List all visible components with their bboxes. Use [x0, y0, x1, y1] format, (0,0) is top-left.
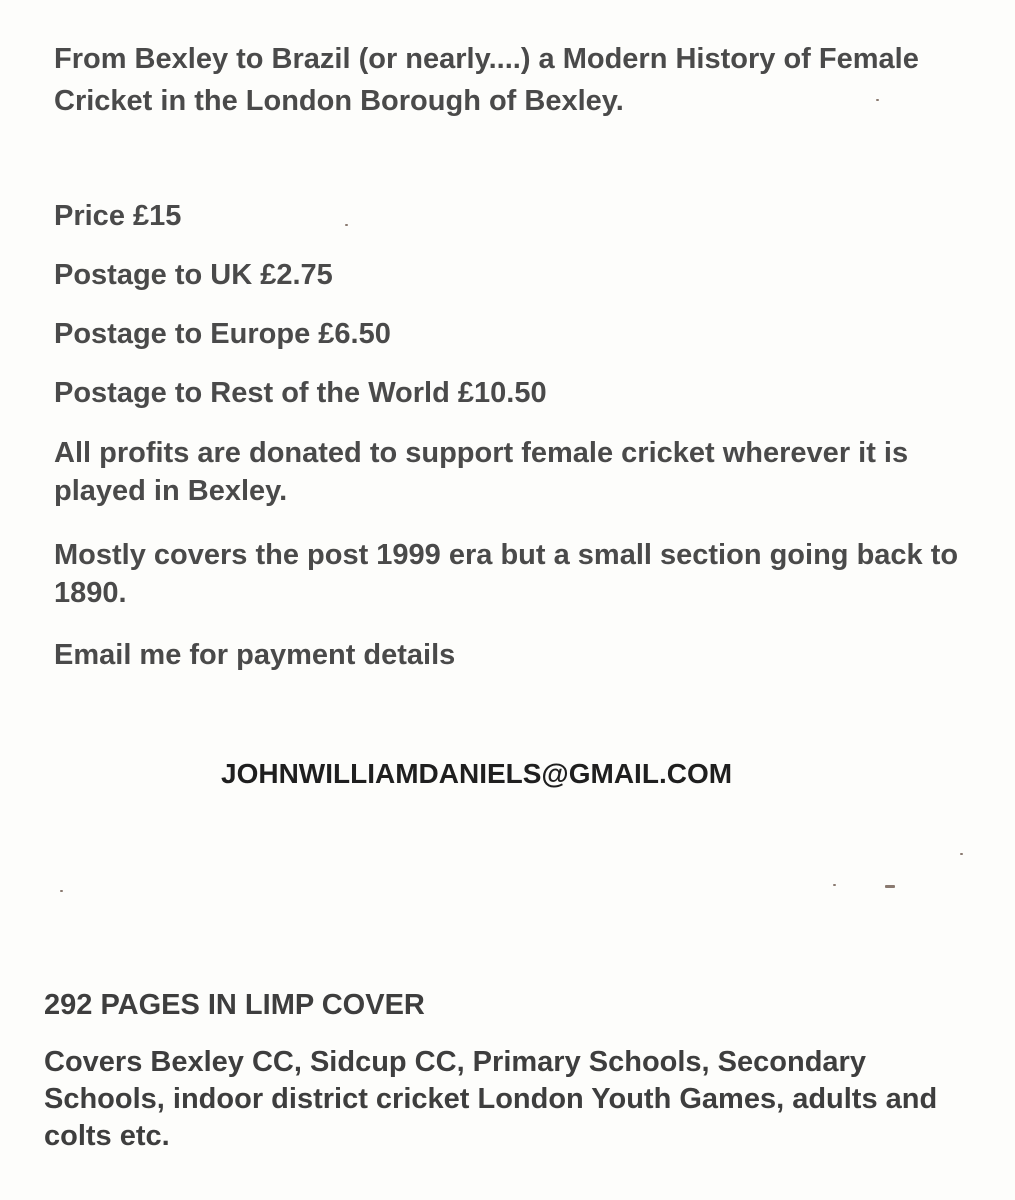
scan-speck [345, 224, 348, 226]
postage-uk-line: Postage to UK £2.75 [54, 259, 333, 291]
scan-speck [885, 885, 895, 888]
price-line: Price £15 [54, 200, 182, 232]
scan-speck [876, 99, 879, 101]
document-title: From Bexley to Brazil (or nearly....) a Modern History of Female Cricket in the London Borough of Bexley. [54, 43, 919, 117]
scan-speck [60, 890, 63, 892]
postage-world-line: Postage to Rest of the World £10.50 [54, 377, 547, 409]
email-address: JOHNWILLIAMDANIELS@GMAIL.COM [221, 758, 733, 789]
pages-heading: 292 PAGES IN LIMP COVER [44, 989, 425, 1021]
scan-speck [960, 853, 963, 855]
profits-paragraph: All profits are donated to support female cricket wherever it is played in Bexley. [54, 437, 909, 507]
email-prompt: Email me for payment details [54, 639, 456, 671]
postage-europe-line: Postage to Europe £6.50 [54, 318, 391, 350]
coverage-paragraph: Mostly covers the post 1999 era but a small section going back to 1890. [54, 539, 959, 609]
scan-speck [833, 884, 836, 886]
covers-paragraph: Covers Bexley CC, Sidcup CC, Primary Schools, Secondary Schools, indoor district cricket London Youth Games, adults and colts etc. [44, 1046, 938, 1152]
